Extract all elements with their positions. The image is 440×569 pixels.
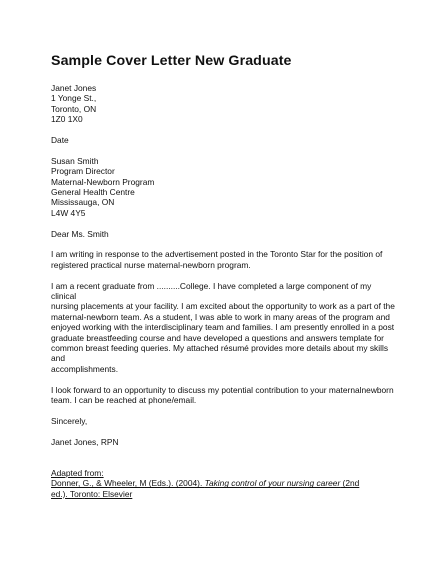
paragraph-line: team. I can be reached at phone/email.: [51, 395, 197, 406]
sender-name: Janet Jones: [51, 83, 97, 93]
signature: Janet Jones, RPN: [51, 436, 119, 447]
recipient-title: Program Director: [51, 166, 115, 177]
paragraph-line: registered practical nurse maternal-newborn program.: [51, 259, 251, 270]
recipient-program: Maternal-Newborn Program: [51, 176, 155, 187]
sender-street: 1 Yonge St.,: [51, 93, 97, 104]
paragraph-line: nursing placements at your facility. I am excited about the opportunity to work as a part of the: [51, 301, 395, 312]
reference-line-2: ed.). Toronto: Elsevier: [51, 488, 133, 499]
paragraph-line: enjoyed working with the interdisciplinary team and families. I am presently enrolled in a post: [51, 322, 395, 333]
recipient-name: Susan Smith: [51, 155, 99, 166]
paragraph-3: [51, 385, 396, 406]
recipient-city: Mississauga, ON: [51, 197, 115, 208]
sender-postal: 1Z0 1X0: [51, 114, 83, 125]
reference-citation: [51, 468, 396, 499]
closing: Sincerely,: [51, 415, 88, 426]
sender-city: Toronto, ON: [51, 103, 97, 114]
paragraph-2: [51, 281, 396, 375]
document-title: Sample Cover Letter New Graduate: [51, 53, 292, 69]
reference-authors: Donner, G., & Wheeler, M (Eds.). (2004).: [51, 478, 205, 489]
letter-body: [51, 52, 396, 499]
paragraph-line: accomplishments.: [51, 363, 119, 374]
reference-edition: (2nd: [340, 478, 360, 489]
sender-address: [51, 83, 396, 125]
paragraph-1: [51, 249, 396, 270]
paragraph-line: I look forward to an opportunity to discuss my potential contribution to your maternalnewborn: [51, 384, 394, 395]
salutation: Dear Ms. Smith: [51, 228, 109, 239]
paragraph-line: I am a recent graduate from ..........College. I have completed a large component of my clinical: [51, 280, 372, 302]
recipient-org: General Health Centre: [51, 187, 135, 198]
paragraph-line: graduate breastfeeding course and have developed a questions and answers template for: [51, 332, 384, 343]
date-line: Date: [51, 135, 69, 146]
recipient-postal: L4W 4Y5: [51, 207, 86, 218]
paragraph-line: maternal-newborn team. As a student, I was able to work in many areas of the program and: [51, 311, 390, 322]
paragraph-line: common breast feeding queries. My attached résumé provides more details about my skills and: [51, 343, 389, 364]
paragraph-line: I am writing in response to the advertisement posted in the Toronto Star for the position of: [51, 249, 383, 260]
reference-book-title: Taking control of your nursing career: [204, 478, 341, 489]
reference-heading: Adapted from:: [51, 467, 104, 478]
reference-line-1: [51, 478, 396, 488]
recipient-address: [51, 156, 396, 218]
